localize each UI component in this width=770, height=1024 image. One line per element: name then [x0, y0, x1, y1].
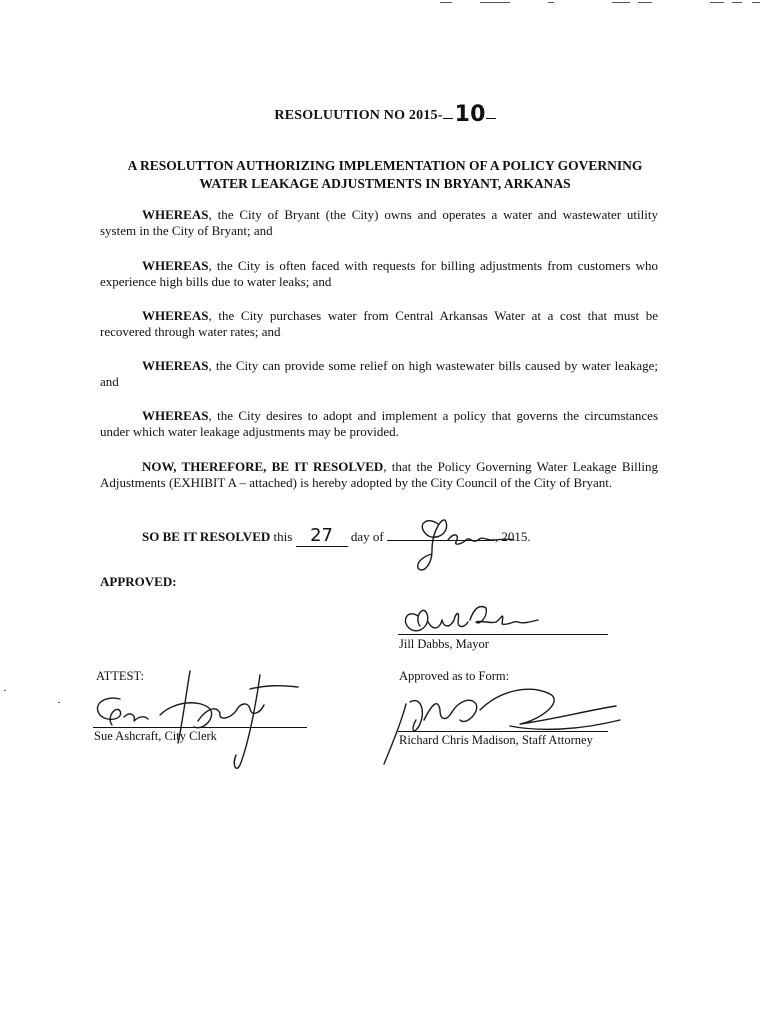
approved-label: APPROVED: — [100, 574, 177, 589]
clerk-signature — [90, 665, 310, 775]
paragraph-text: , the City is often faced with requests for billing adjustments from customers who experience high bills due to water leaks; and — [100, 258, 658, 289]
approved-as-to-form-label: Approved as to Form: — [399, 669, 510, 683]
whereas-paragraph-5 — [100, 408, 658, 440]
attorney-name: Richard Chris Madison, Staff Attorney — [399, 733, 593, 747]
resolved-paragraph — [100, 459, 658, 491]
resolution-title — [0, 100, 770, 125]
paragraph-text: , the City of Bryant (the City) owns and operates a water and wastewater utility system in the City of Bryant; and — [100, 207, 658, 238]
scan-artifacts — [380, 0, 770, 6]
this-text: this — [270, 529, 296, 544]
whereas-paragraph-1 — [100, 207, 658, 239]
scan-speck — [58, 702, 60, 703]
scan-speck — [4, 690, 6, 691]
paragraph-text: , the City desires to adopt and implement a policy that governs the circumstances under which water leakage adjustments may be provided. — [100, 408, 658, 439]
paragraph-lead: WHEREAS — [142, 207, 209, 222]
clerk-signature-line — [93, 727, 307, 728]
paragraph-lead: NOW, THEREFORE, BE IT RESOLVED — [142, 459, 384, 474]
day-of-text: day of — [347, 529, 387, 544]
whereas-paragraph-2 — [100, 258, 658, 290]
attorney-signature-line — [398, 731, 608, 732]
paragraph-lead: WHEREAS — [142, 308, 209, 323]
whereas-paragraph-3 — [100, 308, 658, 340]
resolution-title-prefix: RESOLUUTION NO 2015- — [274, 108, 443, 123]
mayor-signature-line — [398, 634, 608, 635]
mayor-signature — [398, 598, 568, 638]
paragraph-text: , that the Policy Governing Water Leakage Billing Adjustments (EXHIBIT A – attached) is hereby adopted by the City Council of the City of Bryant. — [100, 459, 658, 490]
mayor-name: Jill Dabbs, Mayor — [399, 637, 489, 651]
year-text: , 2015. — [494, 529, 531, 544]
attorney-signature — [380, 680, 630, 770]
resolution-number-handwritten: 10 — [454, 102, 486, 127]
day-handwritten: 27 — [296, 525, 348, 547]
paragraph-lead: WHEREAS — [142, 408, 209, 423]
clerk-name: Sue Ashcraft, City Clerk — [94, 729, 217, 743]
paragraph-lead: WHEREAS — [142, 358, 209, 373]
whereas-paragraph-4 — [100, 358, 658, 390]
paragraph-lead: WHEREAS — [142, 258, 209, 273]
month-handwritten-signature — [410, 510, 530, 580]
subtitle-line-1: A RESOLUTTON AUTHORIZING IMPLEMENTATION OF A POLICY GOVERNING — [127, 158, 643, 173]
so-be-it-lead: SO BE IT RESOLVED — [142, 529, 271, 544]
paragraph-text: , the City can provide some relief on high wastewater bills caused by water leakage; and — [100, 358, 658, 389]
paragraph-text: , the City purchases water from Central Arkansas Water at a cost that must be recovered through water rates; and — [100, 308, 658, 339]
attest-label: ATTEST: — [96, 669, 144, 683]
subtitle-line-2: WATER LEAKAGE ADJUSTMENTS IN BRYANT, ARKANAS — [199, 176, 571, 191]
resolution-subtitle — [100, 157, 670, 193]
